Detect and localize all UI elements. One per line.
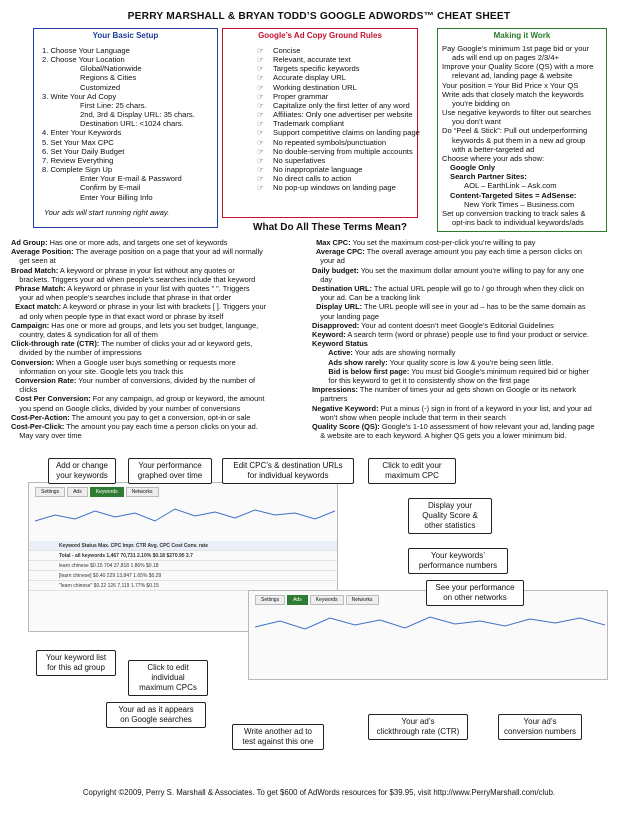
list-item: 1. Choose Your Language	[42, 46, 130, 55]
rule-text: No direct calls to action	[273, 174, 352, 184]
callout-line: Display your	[427, 501, 472, 510]
glossary-definition: Has one or more ads, and targets one set of keywords	[47, 238, 228, 247]
glossary-term: Disapproved:	[312, 320, 360, 330]
rule-text: No double-serving from multiple accounts	[273, 146, 413, 156]
text-line: Use negative keywords to filter out searches	[442, 108, 591, 118]
callout-line: graphed over time	[137, 471, 203, 480]
callout-line: Your ad as it appears	[118, 705, 194, 714]
glossary-definition: You must bid Google’s minimum required bid or higher	[409, 366, 590, 376]
tab-networks[interactable]: Networks	[346, 595, 379, 605]
basic-setup-list	[42, 46, 217, 202]
list-item	[231, 55, 417, 64]
glossary-line	[312, 321, 595, 330]
glossary-definition: for this keyword to get it to consistently show on the first page	[312, 376, 530, 386]
glossary-line	[312, 275, 595, 284]
glossary-term: Phrase Match:	[11, 284, 66, 294]
callout-line: Add or change	[55, 461, 109, 470]
callout-keyword-list	[36, 650, 116, 676]
list-item	[231, 156, 417, 165]
glossary-line	[312, 284, 595, 293]
callout-line: for this ad group	[47, 663, 105, 672]
making-it-work-box	[437, 28, 607, 232]
glossary-term: Cost-Per-Action:	[11, 412, 70, 422]
graph-line	[255, 617, 605, 629]
callout-line: your keywords	[56, 471, 108, 480]
making-it-work-text	[442, 44, 606, 227]
glossary-left	[11, 238, 266, 440]
glossary-line	[11, 348, 266, 357]
glossary-definition: Google’s 1-10 assessment of how relevant your ad, landing page	[379, 422, 595, 432]
glossary-definition: May vary over time	[11, 431, 82, 441]
terms-heading: What Do All These Terms Mean?	[253, 222, 407, 233]
rule-text: No inappropriate language	[273, 165, 363, 175]
pointing-hand-icon: ☞	[257, 46, 264, 55]
callout-line: test against this one	[242, 737, 314, 746]
callout-edit-cpc	[222, 458, 354, 484]
glossary-line	[11, 367, 266, 376]
text-line: New York Times – Business.com	[464, 199, 575, 209]
list-item: First Line: 25 chars.	[80, 100, 147, 110]
text-line: you don’t want	[452, 117, 501, 127]
pointing-hand-icon: ☞	[257, 73, 264, 83]
callout-line: other statistics	[424, 521, 476, 530]
glossary-line	[11, 422, 266, 431]
glossary-line	[11, 275, 266, 284]
list-item: Customized	[80, 82, 121, 92]
glossary-line	[11, 376, 266, 385]
glossary-definition: The average position on a page that your ad will normally	[73, 247, 263, 257]
glossary-definition: When a Google user buys something or requests more	[54, 357, 236, 367]
glossary-line	[312, 385, 595, 394]
glossary-term: Average CPC:	[312, 247, 365, 257]
glossary-line	[312, 339, 595, 348]
pointing-hand-icon: ☞	[257, 55, 264, 65]
rule-text: Working destination URL	[273, 82, 357, 92]
callout-line: Click to edit your	[382, 461, 442, 470]
tab-settings[interactable]: Settings	[35, 487, 65, 497]
glossary-definition: get seen at	[11, 256, 56, 266]
callout-line: performance numbers	[418, 561, 498, 570]
glossary-definition: A keyword or phrase in your list with brackets [ ]. Triggers your	[61, 302, 267, 312]
glossary-line	[312, 293, 595, 302]
glossary-term: Ad Group:	[11, 238, 48, 247]
making-it-work-heading: Making it Work	[493, 31, 551, 40]
pointing-hand-icon: ☞	[257, 155, 264, 165]
list-item	[231, 147, 417, 156]
callout-line: Your keyword list	[45, 653, 107, 662]
glossary-line	[312, 376, 595, 385]
glossary-term: Daily budget:	[312, 265, 359, 275]
glossary-line	[11, 266, 266, 275]
rule-text: Concise	[273, 46, 301, 55]
text-line: Google Only	[450, 163, 496, 173]
pointing-hand-icon: ☞	[257, 165, 264, 175]
callout-line: Your ad’s	[523, 717, 557, 726]
glossary-definition: clicks	[11, 385, 38, 395]
page-title: PERRY MARSHALL & BRYAN TODD’S GOOGLE ADWORDS™ CHEAT SHEET	[127, 11, 511, 22]
glossary-line	[312, 238, 595, 247]
glossary-term: Negative Keyword:	[312, 403, 379, 413]
list-item: Regions & Cities	[80, 73, 137, 83]
glossary-definition: Put a minus (-) sign in front of a keyword in your list, and your ad	[378, 403, 592, 413]
callout-line: on other networks	[443, 593, 507, 602]
glossary-definition: your ad when people’s searches include that phrase in that order	[11, 293, 232, 303]
glossary-line	[312, 348, 595, 357]
list-item	[231, 128, 420, 138]
glossary-line	[312, 247, 595, 256]
callout-keyword-performance	[408, 548, 508, 574]
callout-line: See your performance	[435, 583, 515, 592]
callout-line: Your performance	[138, 461, 202, 470]
glossary-definition: won’t show when people include that term in their search	[312, 412, 506, 422]
pointing-hand-icon: ☞	[257, 110, 264, 120]
glossary-definition: your landing page	[312, 311, 379, 321]
text-line: AOL – EarthLink – Ask.com	[464, 181, 557, 191]
rule-text: Targets specific keywords	[273, 64, 360, 74]
glossary-term: Ads show rarely:	[312, 357, 388, 367]
glossary-definition: information on your site. Google lets you track this	[11, 366, 184, 376]
glossary-line	[11, 385, 266, 394]
glossary-term: Cost Per Conversion:	[11, 394, 91, 404]
table-row[interactable]: "learn chinese" $0.22 126 7,119 1.77% $0.15	[29, 581, 337, 591]
list-item: Global/Nationwide	[80, 64, 142, 74]
glossary-definition: The amount you pay to get a conversion, opt-in or sale	[69, 412, 251, 422]
graph-line	[35, 509, 335, 521]
rule-text: Accurate display URL	[273, 73, 347, 83]
pointing-hand-icon: ☞	[257, 119, 264, 129]
list-item	[231, 64, 417, 73]
callout-add-keywords	[48, 458, 116, 484]
callout-quality-score	[408, 498, 492, 534]
text-line: Do “Peel & Stick”: Pull out underperforming	[442, 126, 588, 136]
glossary-line	[312, 358, 595, 367]
glossary-line	[11, 330, 266, 339]
glossary-line	[312, 266, 595, 275]
glossary-line	[312, 431, 595, 440]
text-line: Choose where your ads show:	[442, 153, 545, 163]
glossary-definition: Your ad content doesn’t meet Google’s Editorial Guidelines	[359, 320, 554, 330]
glossary-line	[11, 394, 266, 403]
list-item: Confirm by E-mail	[80, 183, 141, 193]
callout-line: individual	[151, 673, 185, 682]
callout-line: clickthrough rate (CTR)	[376, 727, 460, 736]
list-item: Destination URL: <1024 chars.	[80, 119, 184, 129]
ground-rules-heading: Google’s Ad Copy Ground Rules	[258, 31, 382, 40]
glossary-line	[11, 256, 266, 265]
ground-rules-list	[231, 46, 420, 193]
list-item: 6. Set Your Daily Budget	[42, 146, 125, 156]
text-line: Content-Targeted Sites = AdSense:	[450, 190, 577, 200]
rule-text: No superlatives	[273, 155, 326, 165]
glossary-term: Keyword Status	[312, 339, 368, 349]
glossary-line	[312, 394, 595, 403]
glossary-term: Active:	[312, 348, 353, 358]
callout-line: Edit CPC’s & destination URLs	[233, 461, 343, 470]
table-row[interactable]: [learn chinese] $0.40 229 13,847 1.65% $0.29	[29, 571, 337, 581]
glossary-line	[312, 312, 595, 321]
glossary-definition: The URL people will see in your ad – has to be the same domain as	[362, 302, 586, 312]
glossary-definition: you spend on Google clicks, divided by your number of conversions	[11, 403, 241, 413]
glossary-term: Destination URL:	[312, 284, 372, 294]
list-item	[231, 119, 417, 128]
glossary-definition: your ad. Can be a tracking link	[312, 293, 421, 303]
ground-rules-box	[222, 28, 418, 218]
table-row: Total - all keywords 1,467 70,731 2.10% $0.18 $270.95 3.7	[29, 551, 337, 561]
text-line: keywords & put them in a new ad group	[452, 135, 586, 145]
glossary-right	[312, 238, 595, 440]
glossary-definition: You set the maximum cost-per-click you’re willing to pay	[350, 238, 536, 247]
list-item: 3. Write Your Ad Copy	[42, 91, 117, 101]
glossary-definition: day	[312, 274, 333, 284]
basic-setup-footnote: Your ads will start running right away.	[44, 207, 170, 217]
glossary-line	[11, 321, 266, 330]
callout-line: maximum CPCs	[139, 683, 197, 692]
list-item: 2nd, 3rd & Display URL: 35 chars.	[80, 110, 195, 120]
callout-line: on Google searches	[120, 715, 192, 724]
glossary-term: Average Position:	[11, 247, 74, 257]
glossary-definition: The overall average amount you pay each time a person clicks on	[364, 247, 583, 257]
glossary-line	[11, 238, 266, 247]
callout-conversion-numbers	[498, 714, 582, 740]
glossary-term: Impressions:	[312, 385, 359, 395]
glossary-term: Bid is below first page:	[312, 366, 410, 376]
list-item: 5. Set Your Max CPC	[42, 137, 114, 147]
glossary-definition: Your quality score is low & you’re being seen little.	[387, 357, 554, 367]
basic-setup-box	[33, 28, 218, 228]
performance-graph	[35, 501, 335, 531]
tab-bar	[35, 487, 159, 497]
glossary-line	[11, 404, 266, 413]
callout-line: conversion numbers	[503, 727, 577, 736]
pointing-hand-icon: ☞	[257, 183, 264, 193]
glossary-definition: A keyword or phrase in your list with quotes " ". Triggers	[65, 284, 250, 294]
table-row[interactable]: learn chinese $0.15 704 37,818 1.86% $0.18	[29, 561, 337, 571]
glossary-line	[11, 358, 266, 367]
glossary-definition: partners	[312, 394, 348, 404]
list-item: Enter Your Billing Info	[80, 192, 153, 202]
glossary-term: Broad Match:	[11, 265, 59, 275]
glossary-definition: ad only when people type in that exact word or phrase by itself	[11, 311, 224, 321]
text-line: Improve your Quality Score (QS) with a more	[442, 62, 594, 72]
glossary-term: Click-through rate (CTR):	[11, 339, 100, 349]
rule-text: Support competitive claims on landing page	[273, 128, 420, 138]
glossary-definition: your ad	[312, 256, 345, 266]
list-item	[231, 174, 417, 183]
pointing-hand-icon: ☞	[257, 100, 264, 110]
text-line: opt-ins back to individual keywords/ads	[452, 217, 584, 227]
glossary-definition: country, dates & syndication for all of them	[11, 330, 158, 340]
list-item	[231, 92, 417, 101]
tab-keywords[interactable]: Keywords	[90, 487, 124, 497]
glossary-line	[312, 256, 595, 265]
glossary-definition: divided by the number of impressions	[11, 348, 142, 358]
callout-performance-graph	[128, 458, 212, 484]
pointing-hand-icon: ☞	[257, 128, 264, 138]
list-item	[231, 138, 417, 147]
callout-line: Your keywords’	[431, 551, 485, 560]
glossary-line	[11, 413, 266, 422]
rule-text: No pop-up windows on landing page	[273, 183, 396, 193]
glossary-term: Exact match:	[11, 302, 62, 312]
pointing-hand-icon: ☞	[257, 91, 264, 101]
glossary-definition: The actual URL people will go to / go through when they click on	[371, 284, 584, 294]
rule-text: Relevant, accurate text	[273, 55, 351, 65]
callout-individual-cpcs	[128, 660, 208, 696]
text-line: Write ads that closely match the keywords	[442, 89, 584, 99]
glossary-line	[11, 293, 266, 302]
rule-text: Trademark compliant	[273, 119, 345, 129]
glossary-term: Keyword:	[312, 330, 346, 340]
pointing-hand-icon: ☞	[257, 137, 264, 147]
glossary-line	[11, 302, 266, 311]
pointing-hand-icon: ☞	[257, 82, 264, 92]
glossary-term: Display URL:	[312, 302, 363, 312]
text-line: Pay Google’s minimum 1st page bid or your	[442, 44, 590, 53]
text-line: Your position = Your Bid Price x Your QS	[442, 80, 579, 90]
pointing-hand-icon: ☞	[257, 64, 264, 74]
callout-write-another-ad	[232, 724, 324, 750]
glossary-line	[312, 404, 595, 413]
callout-ad-ctr	[368, 714, 468, 740]
glossary-term: Campaign:	[11, 320, 50, 330]
tab-ads[interactable]: Ads	[67, 487, 88, 497]
glossary-definition: The number of clicks your ad or keyword gets,	[99, 339, 253, 349]
glossary-line	[312, 413, 595, 422]
callout-ad-preview	[106, 702, 206, 728]
list-item: 7. Review Everything	[42, 155, 114, 165]
tab-ads[interactable]: Ads	[287, 595, 308, 605]
text-line: with a better-targeted ad	[452, 144, 535, 154]
glossary-term: Cost-Per-Click:	[11, 422, 65, 432]
pointing-hand-icon: ☞	[257, 146, 264, 156]
list-item: 8. Complete Sign Up	[42, 165, 113, 175]
glossary-line	[11, 247, 266, 256]
text-line: relevant ad, landing page & website	[452, 71, 573, 81]
text-line: Set up conversion tracking to track sales &	[442, 208, 586, 218]
performance-graph	[255, 609, 605, 639]
tab-bar	[255, 595, 379, 605]
text-line: ads will end up on pages 2/3/4+	[452, 53, 560, 63]
rule-text: No repeated symbols/punctuation	[273, 137, 387, 147]
glossary-definition: A keyword or phrase in your list without any quotes or	[58, 265, 235, 275]
text-line: you’re bidding on	[452, 98, 510, 108]
callout-line: Click to edit	[147, 663, 189, 672]
glossary-definition: & website are to each keyword. A higher QS gets you a lower minimum bid.	[312, 431, 567, 441]
callout-other-networks	[426, 580, 524, 606]
pointing-hand-icon: ☞	[257, 174, 264, 184]
glossary-line	[11, 339, 266, 348]
glossary-definition: brackets. Triggers your ad when people’s searches include that keyword	[11, 274, 256, 284]
table-row: Keyword Status Max. CPC Impr. CTR Avg. CPC Cost Conv. rate	[29, 541, 337, 551]
list-item: Enter Your E-mail & Password	[80, 174, 182, 184]
glossary-term: Quality Score (QS):	[312, 422, 380, 432]
callout-edit-max-cpc	[368, 458, 456, 484]
list-item	[231, 110, 417, 119]
glossary-definition: The amount you pay each time a person clicks on your ad.	[64, 422, 258, 432]
list-item: 4. Enter Your Keywords	[42, 128, 122, 138]
callout-line: Quality Score &	[422, 511, 478, 520]
glossary-line	[312, 302, 595, 311]
glossary-term: Conversion Rate:	[11, 376, 77, 386]
list-item	[231, 101, 417, 110]
glossary-line	[11, 284, 266, 293]
glossary-definition: Your ads are showing normally	[352, 348, 456, 358]
footer-copyright: Copyright ©2009, Perry S. Marshall & Associates. To get $600 of AdWords resources for $39.95, visit http://www.PerryMarshall.com/club.	[82, 788, 556, 797]
glossary-line	[11, 431, 266, 440]
glossary-definition: A search term (word or phrase) people use to find your product or service.	[345, 330, 589, 340]
glossary-definition: For any campaign, ad group or keyword, the amount	[90, 394, 265, 404]
text-line: Search Partner Sites:	[450, 172, 527, 182]
list-item	[231, 183, 417, 192]
list-item	[231, 165, 417, 174]
list-item: 2. Choose Your Location	[42, 55, 125, 65]
tab-settings[interactable]: Settings	[255, 595, 285, 605]
glossary-definition: You set the maximum dollar amount you’re willing to pay for any one	[358, 265, 584, 275]
callout-line: for individual keywords	[247, 471, 329, 480]
basic-setup-heading: Your Basic Setup	[92, 31, 159, 40]
rule-text: Affiliates: Only one advertiser per website	[273, 110, 413, 120]
list-item	[231, 46, 417, 55]
list-item	[231, 83, 417, 92]
callout-line: Your ad’s	[401, 717, 435, 726]
callout-line: maximum CPC	[385, 471, 439, 480]
glossary-line	[11, 312, 266, 321]
glossary-line	[312, 422, 595, 431]
glossary-term: Conversion:	[11, 357, 55, 367]
glossary-line	[312, 367, 595, 376]
tab-networks[interactable]: Networks	[126, 487, 159, 497]
list-item	[231, 73, 417, 82]
tab-keywords[interactable]: Keywords	[310, 595, 344, 605]
glossary-definition: Has one or more ad groups, and lets you set budget, language,	[49, 320, 259, 330]
rule-text: Capitalize only the first letter of any word	[273, 100, 410, 110]
glossary-term: Max CPC:	[312, 238, 351, 247]
glossary-line	[312, 330, 595, 339]
glossary-definition: Your number of conversions, divided by the number of	[76, 376, 256, 386]
callout-line: Write another ad to	[244, 727, 312, 736]
glossary-definition: The number of times your ad gets shown on Google or its network	[358, 385, 577, 395]
rule-text: Proper grammar	[273, 91, 329, 101]
